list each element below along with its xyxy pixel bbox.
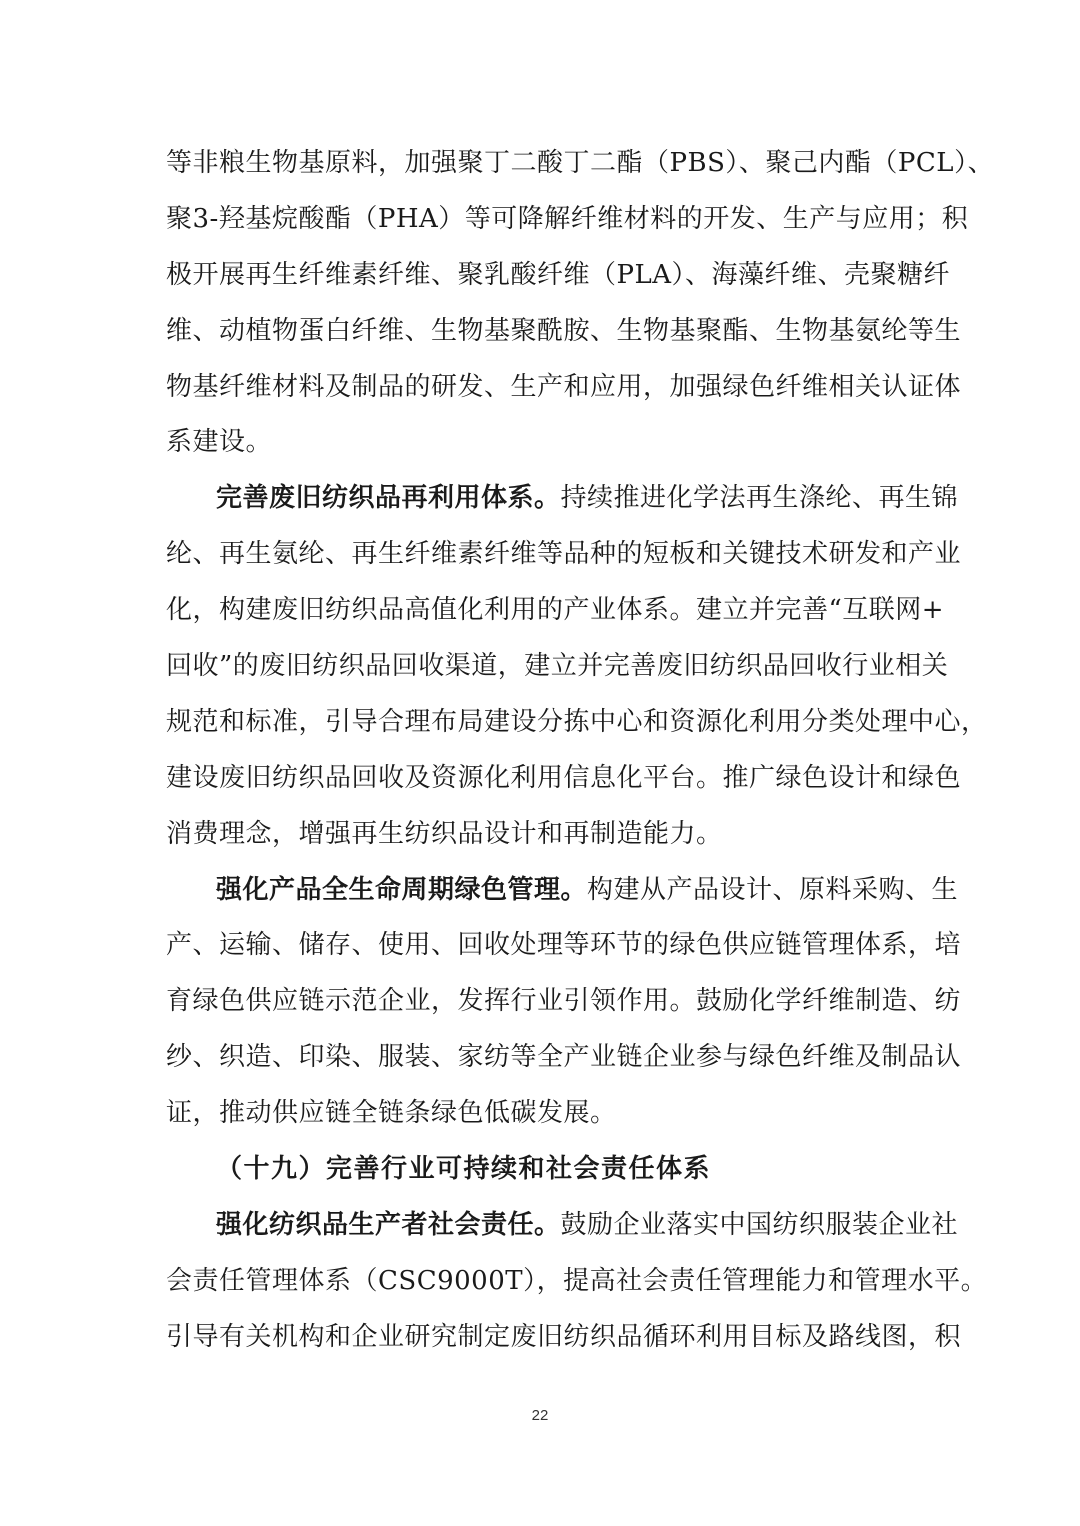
text-line: 纶、再生氨纶、再生纤维素纤维等品种的短板和关键技术研发和产业 (166, 539, 962, 570)
text-line: 证，推动供应链全链条绿色低碳发展。 (166, 1098, 617, 1129)
text-line: 系建设。 (166, 427, 273, 458)
text-line: 引导有关机构和企业研究制定废旧纺织品循环利用目标及路线图，积 (166, 1321, 962, 1352)
text-line: 等非粮生物基原料，加强聚丁二酸丁二酯（PBS）、聚己内酯（PCL）、 (166, 148, 995, 178)
text-span: 持续推进化学法再生涤纶、再生锦 (560, 483, 959, 514)
text-span: 鼓励企业落实中国纺织服装企业社 (560, 1209, 959, 1240)
paragraph-first-line (166, 471, 959, 527)
section-heading: （十九）完善行业可持续和社会责任体系 (216, 1154, 712, 1185)
text-line: 规范和标准，引导合理布局建设分拣中心和资源化利用分类处理中心， (166, 706, 988, 737)
page-number: 22 (531, 1407, 549, 1424)
text-line: 化，构建废旧纺织品高值化利用的产业体系。建立并完善“互联网+ (166, 595, 945, 626)
text-line: 极开展再生纤维素纤维、聚乳酸纤维（PLA）、海藻纤维、壳聚糖纤 (166, 259, 951, 290)
text-line: 回收”的废旧纺织品回收渠道，建立并完善废旧纺织品回收行业相关 (166, 651, 949, 682)
text-line: 产、运输、储存、使用、回收处理等环节的绿色供应链管理体系，培 (166, 930, 962, 961)
text-line: 纱、织造、印染、服装、家纺等全产业链企业参与绿色纤维及制品认 (166, 1042, 962, 1073)
paragraph-first-line (166, 1198, 959, 1254)
text-line: 育绿色供应链示范企业，发挥行业引领作用。鼓励化学纤维制造、纺 (166, 986, 962, 1017)
paragraph-first-line (166, 863, 959, 919)
text-line: 维、动植物蛋白纤维、生物基聚酰胺、生物基聚酯、生物基氨纶等生 (166, 315, 962, 346)
bold-lead-phrase: 强化纺织品生产者社会责任。 (216, 1209, 561, 1240)
text-line: 消费理念，增强再生纺织品设计和再制造能力。 (166, 818, 723, 849)
text-span: 构建从产品设计、原料采购、生 (587, 874, 959, 905)
document-body (166, 136, 995, 1366)
text-line: 物基纤维材料及制品的研发、生产和应用，加强绿色纤维相关认证体 (166, 371, 962, 402)
text-line: 聚3-羟基烷酸酯（PHA）等可降解纤维材料的开发、生产与应用；积 (166, 203, 969, 234)
text-line: 建设废旧纺织品回收及资源化利用信息化平台。推广绿色设计和绿色 (166, 762, 962, 793)
bold-lead-phrase: 强化产品全生命周期绿色管理。 (216, 874, 588, 905)
bold-lead-phrase: 完善废旧纺织品再利用体系。 (216, 483, 561, 514)
text-line: 会责任管理体系（CSC9000T），提高社会责任管理能力和管理水平。 (166, 1265, 988, 1296)
